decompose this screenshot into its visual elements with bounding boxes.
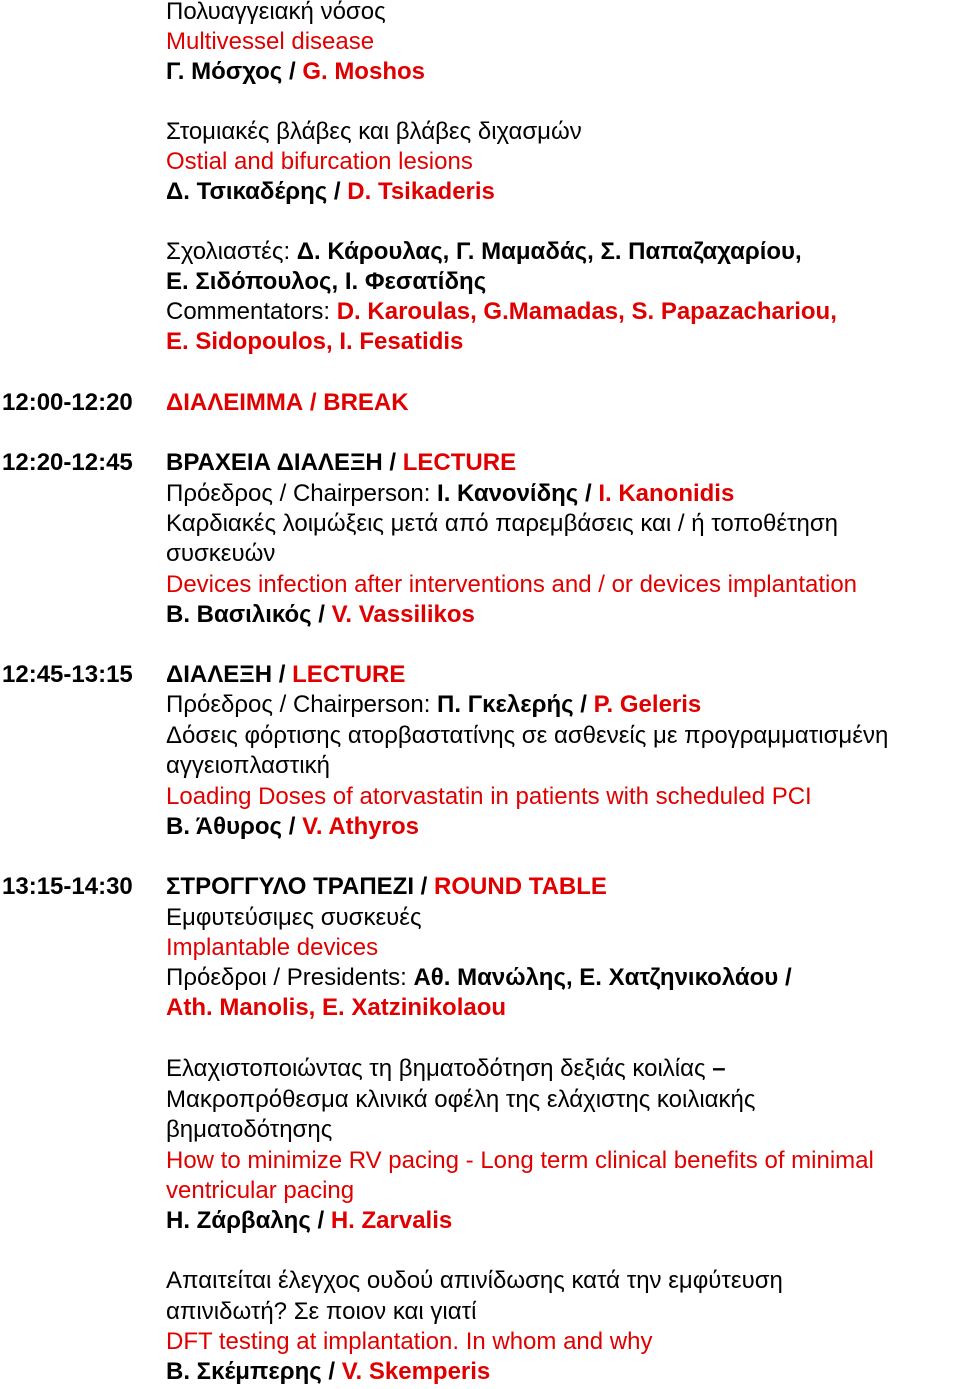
chair-label: Πρόεδρος / Chairperson: <box>166 691 438 718</box>
session-type-gr: ΔΙΑΛΕΞΗ <box>166 661 273 688</box>
commentators-en-line-2: E. Sidopoulos, I. Fesatidis <box>166 328 464 355</box>
talk-title-gr: Πολυαγγειακή νόσος <box>166 0 386 25</box>
presidents-gr: Αθ. Μανώλης, Ε. Χατζηνικολάου <box>413 964 779 991</box>
talk-speaker <box>166 1357 490 1387</box>
session-type-en: ROUND TABLE <box>434 873 607 900</box>
session-time: 12:45-13:15 <box>2 661 133 688</box>
chair-label: Πρόεδρος / Chairperson: <box>166 480 438 507</box>
speaker-gr: Η. Ζάρβαλης <box>166 1207 311 1234</box>
talk-speaker <box>166 812 419 842</box>
talk-speaker <box>166 1206 452 1236</box>
speaker-sep: / <box>282 58 303 85</box>
presidents-label: Πρόεδροι / Presidents: <box>166 964 414 991</box>
speaker-sep: / <box>321 1358 342 1385</box>
talk-title-gr: Στομιακές βλάβες και βλάβες διχασμών <box>166 118 582 145</box>
talk-title-gr: Δόσεις φόρτισης ατορβαστατίνης σε ασθενείς με προγραμματισμένη <box>166 722 889 749</box>
subject-en: Implantable devices <box>166 934 379 961</box>
speaker-sep: / <box>310 1207 331 1234</box>
presidents-line <box>166 963 792 993</box>
speaker-en: G. Moshos <box>302 58 425 85</box>
chair-sep: / <box>573 691 594 718</box>
speaker-sep: / <box>327 178 348 205</box>
talk-title-en: Loading Doses of atorvastatin in patients with scheduled PCI <box>166 783 812 810</box>
session-time: 13:15-14:30 <box>2 873 133 900</box>
session-type-gr: ΒΡΑΧΕΙΑ ΔΙΑΛΕΞΗ <box>166 449 383 476</box>
speaker-gr: Β. Βασιλικός <box>166 601 312 628</box>
chair-en: P. Geleris <box>593 691 702 718</box>
talk-speaker <box>166 57 425 87</box>
talk-title-gr-cont: βηματοδότησης <box>166 1116 333 1143</box>
session-type-en: LECTURE <box>402 449 517 476</box>
commentators-gr-line-1 <box>166 237 802 267</box>
talk-speaker <box>166 600 475 630</box>
subject-gr: Εμφυτεύσιμες συσκευές <box>166 904 422 931</box>
session-time: 12:00-12:20 <box>2 389 133 416</box>
talk-title-gr: Καρδιακές λοιμώξεις μετά από παρεμβάσεις και / ή τοποθέτηση <box>166 510 839 537</box>
talk-title-gr-cont: συσκευών <box>166 540 276 567</box>
chair-gr: Ι. Κανονίδης <box>437 480 579 507</box>
commentators-label-en: Commentators: <box>166 298 337 325</box>
talk-title-gr-cont: αγγειοπλαστική <box>166 752 330 779</box>
speaker-gr: Δ. Τσικαδέρης <box>166 178 328 205</box>
presidents-sep: / <box>778 964 792 991</box>
chair-en: I. Kanonidis <box>598 480 735 507</box>
chairperson-line <box>166 690 701 720</box>
talk-title-en: How to minimize RV pacing - Long term clinical benefits of minimal <box>166 1147 874 1174</box>
session-title <box>166 448 516 478</box>
talk-title-gr-cont: Μακροπρόθεσμα κλινικά οφέλη της ελάχιστης κοιλιακής <box>166 1086 756 1113</box>
talk-title-gr <box>166 1054 726 1084</box>
session-time: 12:20-12:45 <box>2 449 133 476</box>
session-title <box>166 872 607 902</box>
presidents-en: Ath. Manolis, E. Xatzinikolaou <box>166 994 507 1021</box>
talk-title-gr-part: Ελαχιστοποιώντας τη βηματοδότηση δεξιάς κοιλίας <box>166 1055 713 1082</box>
speaker-gr: Β. Σκέμπερης <box>166 1358 322 1385</box>
talk-title-en: Ostial and bifurcation lesions <box>166 148 473 175</box>
chair-gr: Π. Γκελερής <box>437 691 574 718</box>
talk-title-gr: Απαιτείται έλεγχος ουδού απινίδωσης κατά την εμφύτευση <box>166 1267 783 1294</box>
session-type-gr: ΣΤΡΟΓΓΥΛΟ ΤΡΑΠΕΖΙ <box>166 873 415 900</box>
speaker-en: H. Zarvalis <box>330 1207 453 1234</box>
speaker-gr: Β. Άθυρος <box>166 813 283 840</box>
commentators-gr-line-2: Ε. Σιδόπουλος, Ι. Φεσατίδης <box>166 268 487 295</box>
speaker-en: D. Tsikaderis <box>347 178 495 205</box>
session-type-sep: / <box>414 873 435 900</box>
session-title <box>166 388 409 418</box>
speaker-en: V. Skemperis <box>341 1358 491 1385</box>
session-type-sep: / <box>272 661 293 688</box>
break-title-gr: ΔΙΑΛΕΙΜΜΑ <box>166 389 304 416</box>
talk-title-gr-cont: απινιδωτή? Σε ποιον και γιατί <box>166 1298 477 1325</box>
session-type-en: LECTURE <box>292 661 406 688</box>
chairperson-line <box>166 479 734 509</box>
break-title-en: / BREAK <box>303 389 409 416</box>
talk-speaker <box>166 177 495 207</box>
speaker-en: V. Athyros <box>302 813 419 840</box>
talk-title-en: Multivessel disease <box>166 28 375 55</box>
commentators-en-line-1 <box>166 297 837 327</box>
speaker-en: V. Vassilikos <box>331 601 475 628</box>
commentators-label-gr: Σχολιαστές: <box>166 238 297 265</box>
talk-title-en: Devices infection after interventions and / or devices implantation <box>166 571 858 598</box>
session-title <box>166 660 405 690</box>
talk-title-dash: – <box>712 1055 726 1082</box>
speaker-sep: / <box>311 601 332 628</box>
session-type-sep: / <box>382 449 403 476</box>
talk-title-en: DFT testing at implantation. In whom and why <box>166 1328 653 1355</box>
commentators-names-en: D. Karoulas, G.Mamadas, S. Papazachariou, <box>336 298 837 325</box>
speaker-sep: / <box>282 813 303 840</box>
talk-title-en-cont: ventricular pacing <box>166 1177 355 1204</box>
commentators-names-gr: Δ. Κάρουλας, Γ. Μαμαδάς, Σ. Παπαζαχαρίου, <box>296 238 802 265</box>
chair-sep: / <box>578 480 599 507</box>
speaker-gr: Γ. Μόσχος <box>166 58 283 85</box>
